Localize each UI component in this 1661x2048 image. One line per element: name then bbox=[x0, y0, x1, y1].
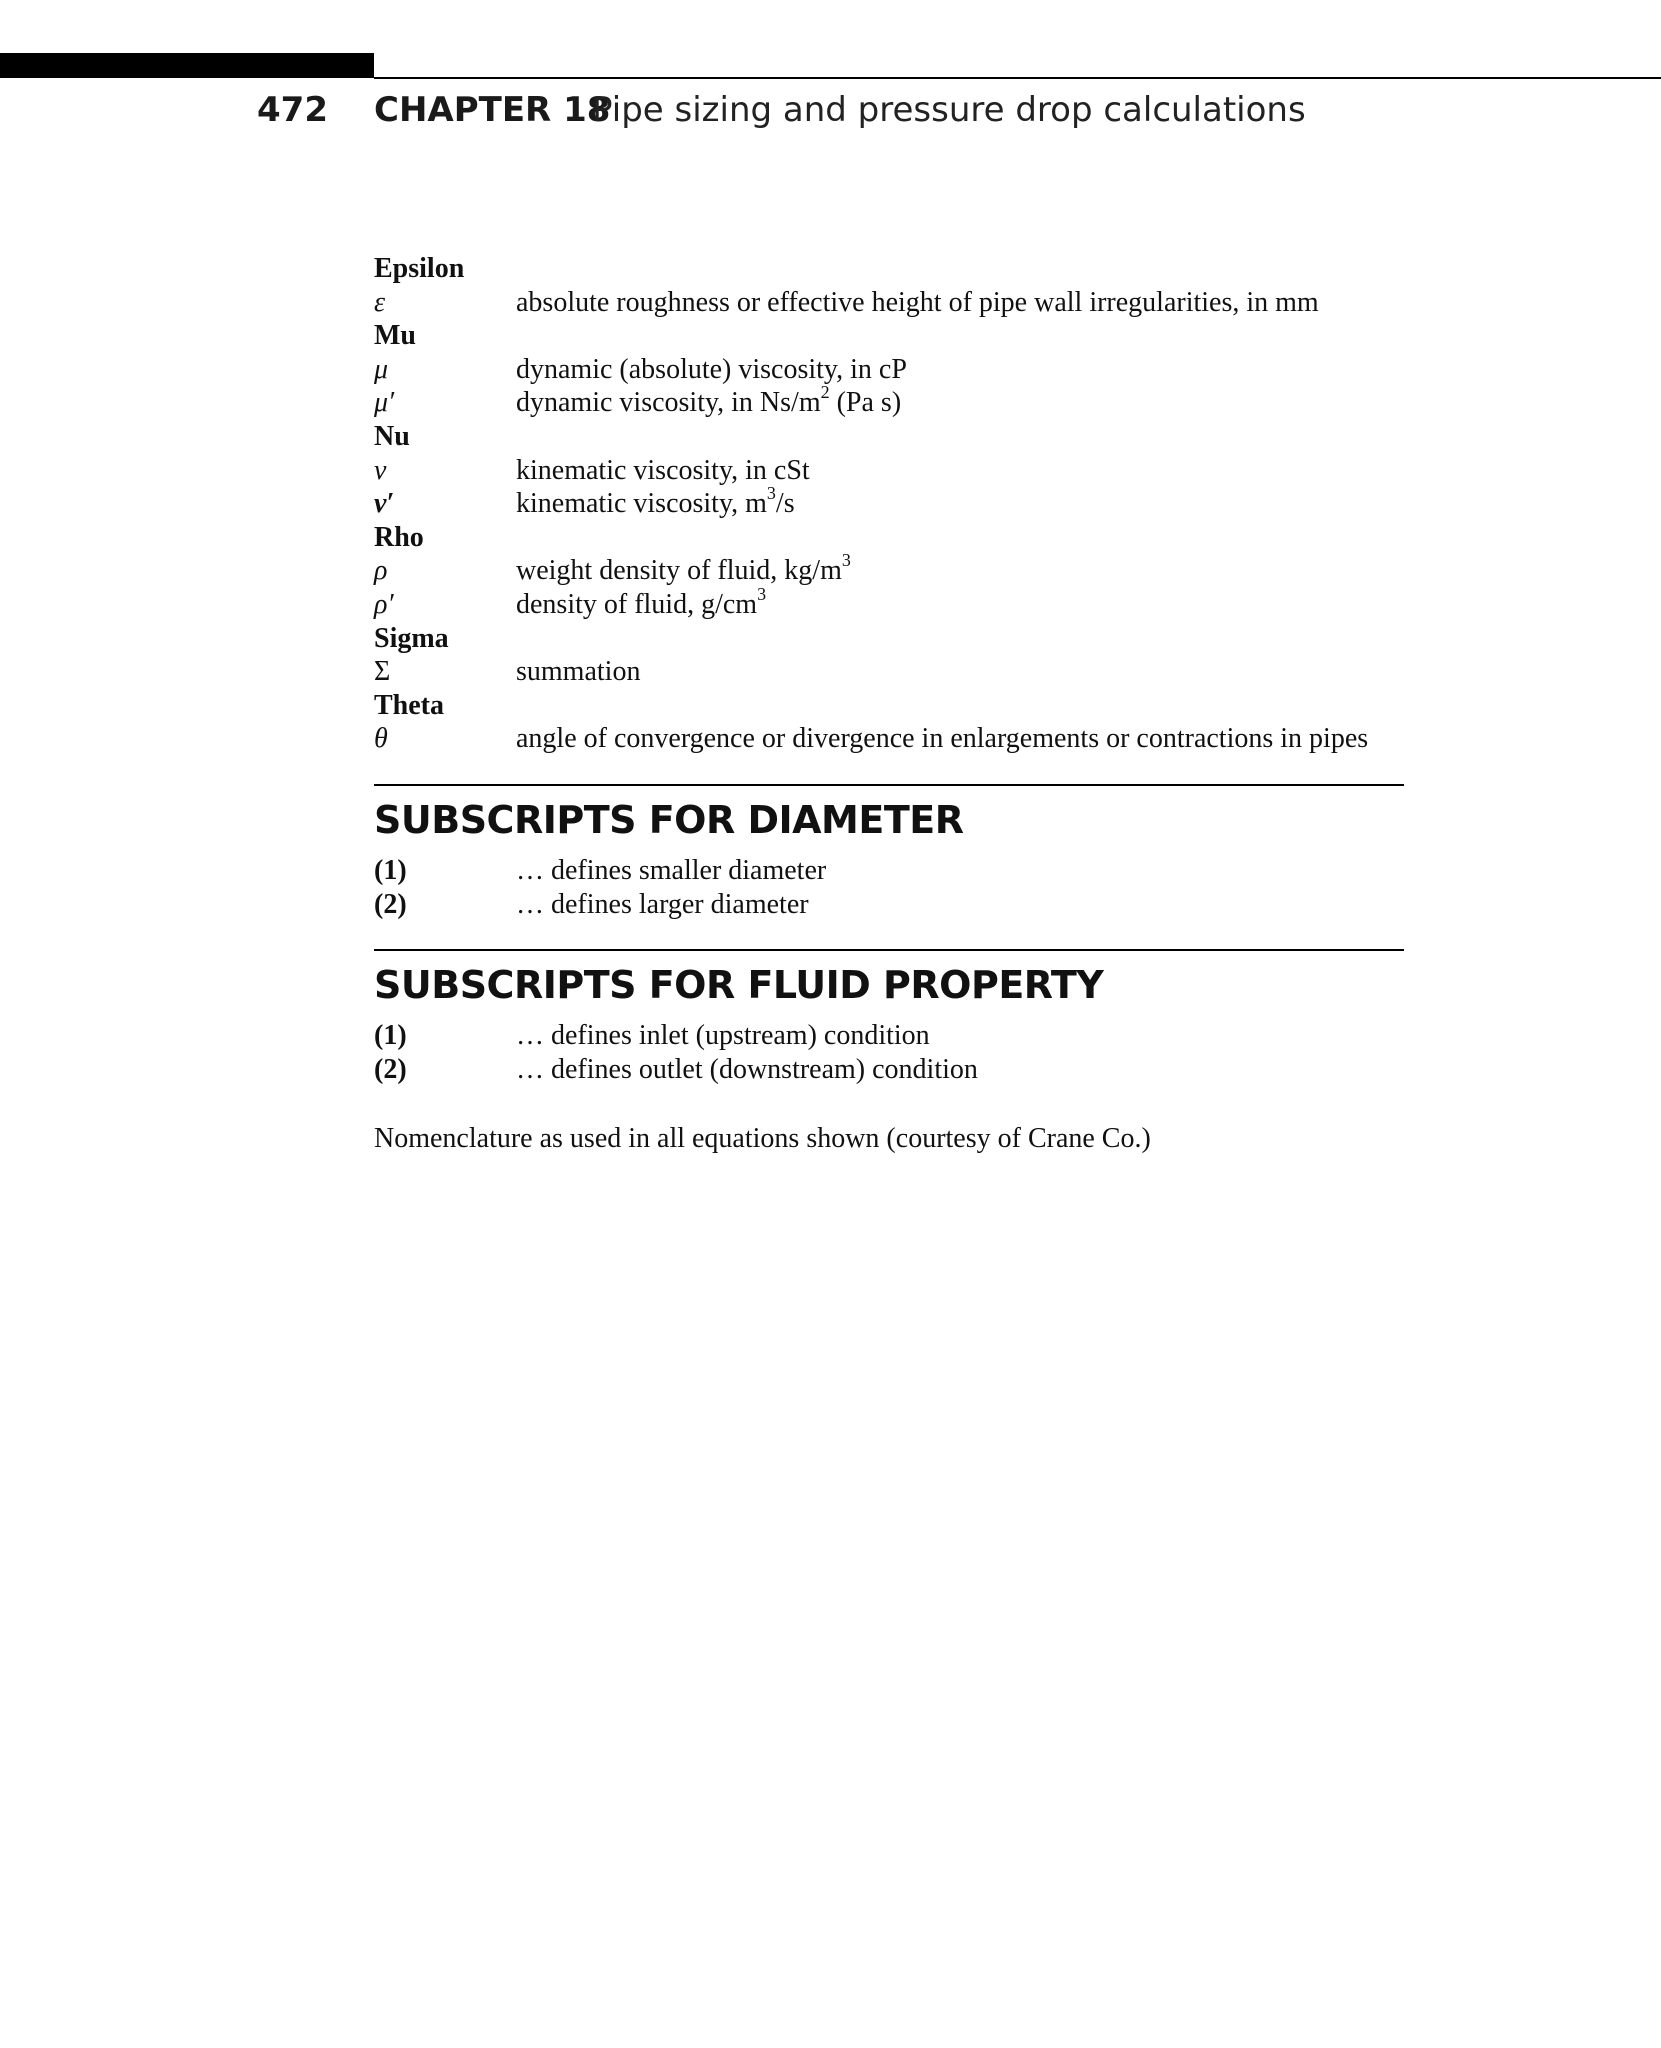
nomenclature-row bbox=[374, 353, 1404, 387]
chapter-label: CHAPTER 18 bbox=[374, 90, 611, 130]
subscript-description: … defines inlet (upstream) condition bbox=[516, 1020, 930, 1052]
subscript-row bbox=[374, 854, 1404, 888]
greek-group-heading: Epsilon bbox=[374, 253, 465, 284]
subscript-key: (1) bbox=[374, 854, 407, 886]
section-divider bbox=[374, 784, 1404, 786]
symbol: μ′ bbox=[374, 387, 395, 419]
description bbox=[516, 550, 851, 588]
symbol: ρ bbox=[374, 555, 388, 587]
nomenclature-row bbox=[374, 454, 1404, 488]
nomenclature-row bbox=[374, 583, 1404, 622]
greek-group-heading: Sigma bbox=[374, 622, 449, 654]
superscript: 2 bbox=[820, 382, 830, 403]
nomenclature-row bbox=[374, 382, 1404, 420]
symbol: θ bbox=[374, 723, 388, 755]
description-text: density of fluid, g/cm bbox=[516, 588, 758, 620]
symbol: ε bbox=[374, 286, 386, 318]
section-divider bbox=[374, 949, 1404, 951]
description: dynamic (absolute) viscosity, in cP bbox=[516, 353, 907, 385]
superscript: 3 bbox=[757, 583, 767, 604]
nomenclature-row bbox=[374, 550, 1404, 588]
greek-group-heading: Nu bbox=[374, 420, 410, 452]
description bbox=[516, 482, 795, 521]
symbol: ρ′ bbox=[374, 588, 394, 620]
header-rule bbox=[374, 77, 1661, 79]
description-text: (Pa s) bbox=[829, 387, 902, 419]
subscript-description: … defines larger diameter bbox=[516, 888, 809, 920]
description-text: /s bbox=[775, 488, 795, 520]
nomenclature-row bbox=[374, 286, 1404, 320]
superscript: 3 bbox=[841, 550, 851, 571]
footnote-caption: Nomenclature as used in all equations shown (courtesy of Crane Co.) bbox=[374, 1123, 1151, 1155]
section-heading-fluid-property: SUBSCRIPTS FOR FLUID PROPERTY bbox=[374, 963, 1104, 1008]
running-header bbox=[0, 88, 1661, 138]
description: angle of convergence or divergence in enlargements or contractions in pipes bbox=[516, 723, 1369, 755]
nomenclature-content bbox=[374, 252, 1404, 1156]
symbol: Σ bbox=[374, 656, 391, 688]
subscript-row bbox=[374, 1019, 1404, 1053]
nomenclature-row bbox=[374, 482, 1404, 521]
symbol: μ bbox=[374, 353, 389, 385]
description-text: dynamic viscosity, in Ns/m bbox=[516, 387, 821, 419]
superscript: 3 bbox=[766, 482, 776, 503]
description bbox=[516, 382, 902, 420]
description-text: kinematic viscosity, m bbox=[516, 488, 767, 520]
description: absolute roughness or effective height of pipe wall irregularities, in mm bbox=[516, 286, 1319, 318]
greek-group-heading: Mu bbox=[374, 320, 416, 352]
symbol: ν bbox=[374, 454, 387, 486]
subscript-row bbox=[374, 1053, 1404, 1087]
nomenclature-row bbox=[374, 655, 1404, 689]
description bbox=[516, 583, 767, 622]
subscript-description: … defines smaller diameter bbox=[516, 854, 827, 886]
page-number: 472 bbox=[257, 90, 328, 130]
symbol: ν′ bbox=[374, 488, 395, 520]
section-heading-diameter: SUBSCRIPTS FOR DIAMETER bbox=[374, 797, 964, 842]
description: summation bbox=[516, 656, 641, 688]
description-text: weight density of fluid, kg/m bbox=[516, 555, 842, 587]
nomenclature-row bbox=[374, 722, 1404, 756]
subscript-row bbox=[374, 888, 1404, 922]
subscript-description: … defines outlet (downstream) condition bbox=[516, 1053, 978, 1085]
description: kinematic viscosity, in cSt bbox=[516, 454, 810, 486]
greek-group-heading: Theta bbox=[374, 689, 444, 721]
greek-group-heading: Rho bbox=[374, 521, 424, 553]
chapter-title: Pipe sizing and pressure drop calculations bbox=[592, 90, 1306, 130]
subscript-key: (2) bbox=[374, 888, 407, 920]
header-black-bar bbox=[0, 53, 374, 78]
subscript-key: (1) bbox=[374, 1020, 407, 1052]
subscript-key: (2) bbox=[374, 1053, 407, 1085]
